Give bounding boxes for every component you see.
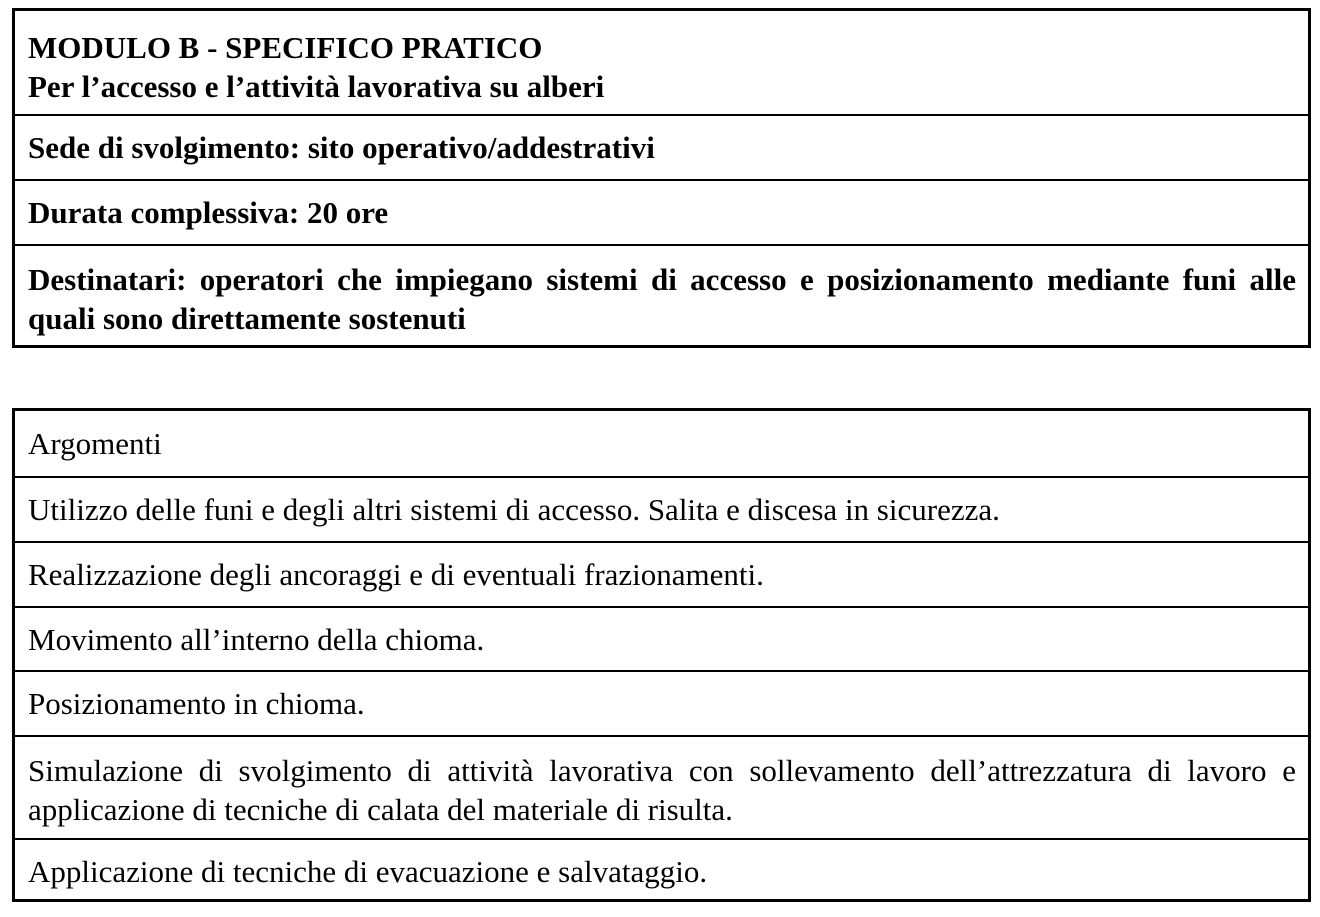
topics-header: Argomenti bbox=[28, 426, 162, 461]
module-title: MODULO B - SPECIFICO PRATICO bbox=[28, 30, 543, 65]
topic-row bbox=[15, 476, 1308, 541]
location-text: Sede di svolgimento: sito operativo/addestrativi bbox=[28, 130, 655, 165]
recipients-text: Destinatari: operatori che impiegano sistemi di accesso e posizionamento mediante funi alle quali sono direttamente sostenuti bbox=[28, 262, 1296, 336]
topic-row bbox=[15, 670, 1308, 735]
topics-table bbox=[12, 408, 1311, 902]
topic-text: Utilizzo delle funi e degli altri sistemi di accesso. Salita e discesa in sicurezza. bbox=[28, 492, 1000, 527]
topic-row bbox=[15, 606, 1308, 670]
topic-text: Posizionamento in chioma. bbox=[28, 686, 365, 721]
topic-row bbox=[15, 838, 1308, 899]
module-subtitle: Per l’accesso e l’attività lavorativa su alberi bbox=[28, 69, 605, 104]
duration-text: Durata complessiva: 20 ore bbox=[28, 195, 389, 230]
topic-row bbox=[15, 735, 1308, 838]
topic-text: Simulazione di svolgimento di attività lavorativa con sollevamento dell’attrezzatura di lavoro e applicazione di tecniche di calata del materiale di risulta. bbox=[28, 753, 1296, 827]
topic-text: Applicazione di tecniche di evacuazione e salvataggio. bbox=[28, 854, 708, 889]
location-row bbox=[15, 114, 1308, 179]
topic-text: Realizzazione degli ancoraggi e di eventuali frazionamenti. bbox=[28, 557, 764, 592]
topic-row bbox=[15, 541, 1308, 606]
topics-header-row bbox=[15, 411, 1308, 476]
topic-text: Movimento all’interno della chioma. bbox=[28, 622, 485, 657]
module-info-table bbox=[12, 8, 1311, 348]
module-title-row bbox=[15, 11, 1308, 114]
duration-row bbox=[15, 179, 1308, 244]
recipients-row bbox=[15, 244, 1308, 345]
